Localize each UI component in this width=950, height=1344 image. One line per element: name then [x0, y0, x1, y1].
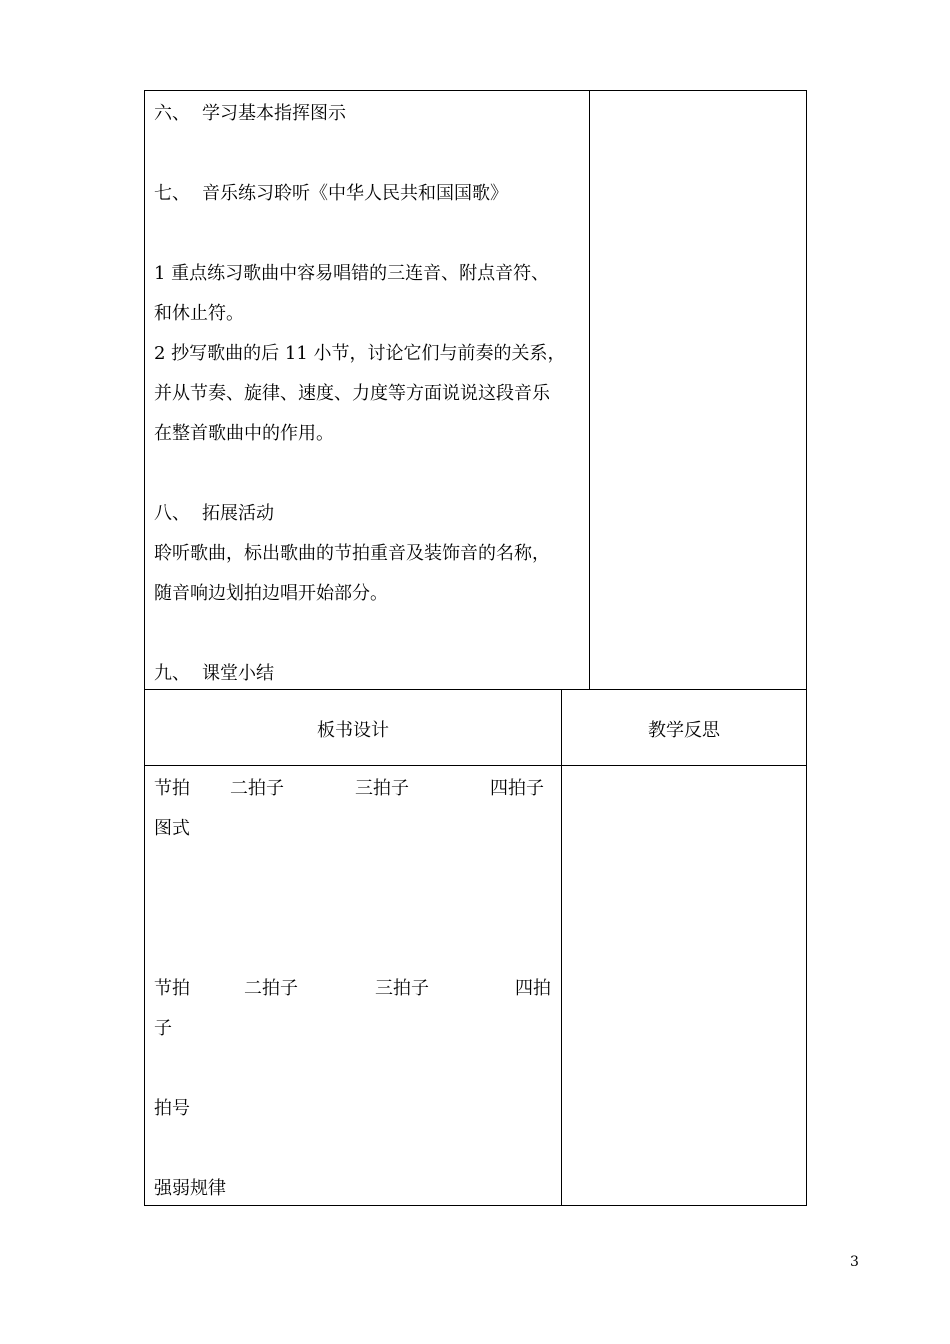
strong-weak-label: 强弱规律 [154, 1178, 226, 1199]
item6-number: 六、 [154, 103, 190, 124]
row2-duple: 二拍子 [244, 978, 298, 999]
teaching-reflection-header: 教学反思 [648, 720, 720, 741]
page-number: 3 [850, 1254, 859, 1270]
board-design-header: 板书设计 [317, 720, 389, 741]
row1-triple: 三拍子 [355, 778, 409, 799]
sub1-line1: 1 重点练习歌曲中容易唱错的三连音、附点音符、 [154, 263, 550, 284]
sub2-line1: 2 抄写歌曲的后 11 小节，讨论它们与前奏的关系， [154, 343, 566, 364]
item9-title: 课堂小结 [202, 663, 274, 684]
row1-continuation: 图式 [154, 818, 190, 839]
table-bottom-border [144, 1205, 807, 1206]
item8-line2: 随音响边划拍边唱开始部分。 [154, 583, 388, 604]
item8-title: 拓展活动 [202, 503, 274, 524]
item9-number: 九、 [154, 663, 190, 684]
sub1-line2: 和休止符。 [154, 303, 244, 324]
header-row-bottom-border [144, 765, 807, 766]
row1-meter: 节拍 [154, 778, 190, 799]
table-top-border [144, 90, 807, 91]
row2-meter: 节拍 [154, 978, 190, 999]
item8-line1: 聆听歌曲，标出歌曲的节拍重音及装饰音的名称， [154, 543, 550, 564]
beat-sign-label: 拍号 [154, 1098, 190, 1119]
item7-number: 七、 [154, 183, 190, 204]
bottom-column-divider [561, 689, 562, 1206]
table-right-border [806, 90, 807, 1206]
row1-quadruple: 四拍子 [490, 778, 544, 799]
row2-triple: 三拍子 [375, 978, 429, 999]
row1-duple: 二拍子 [230, 778, 284, 799]
sub2-line2: 并从节奏、旋律、速度、力度等方面说说这段音乐 [154, 383, 550, 404]
header-row-top-border [144, 689, 807, 690]
row2-quadruple: 四拍 [515, 978, 551, 999]
row2-continuation: 子 [154, 1018, 172, 1039]
item7-title: 音乐练习聆听《中华人民共和国国歌》 [202, 183, 508, 204]
top-column-divider [589, 90, 590, 690]
item8-number: 八、 [154, 503, 190, 524]
item6-title: 学习基本指挥图示 [202, 103, 346, 124]
sub2-line3: 在整首歌曲中的作用。 [154, 423, 334, 444]
table-left-border [144, 90, 145, 1206]
